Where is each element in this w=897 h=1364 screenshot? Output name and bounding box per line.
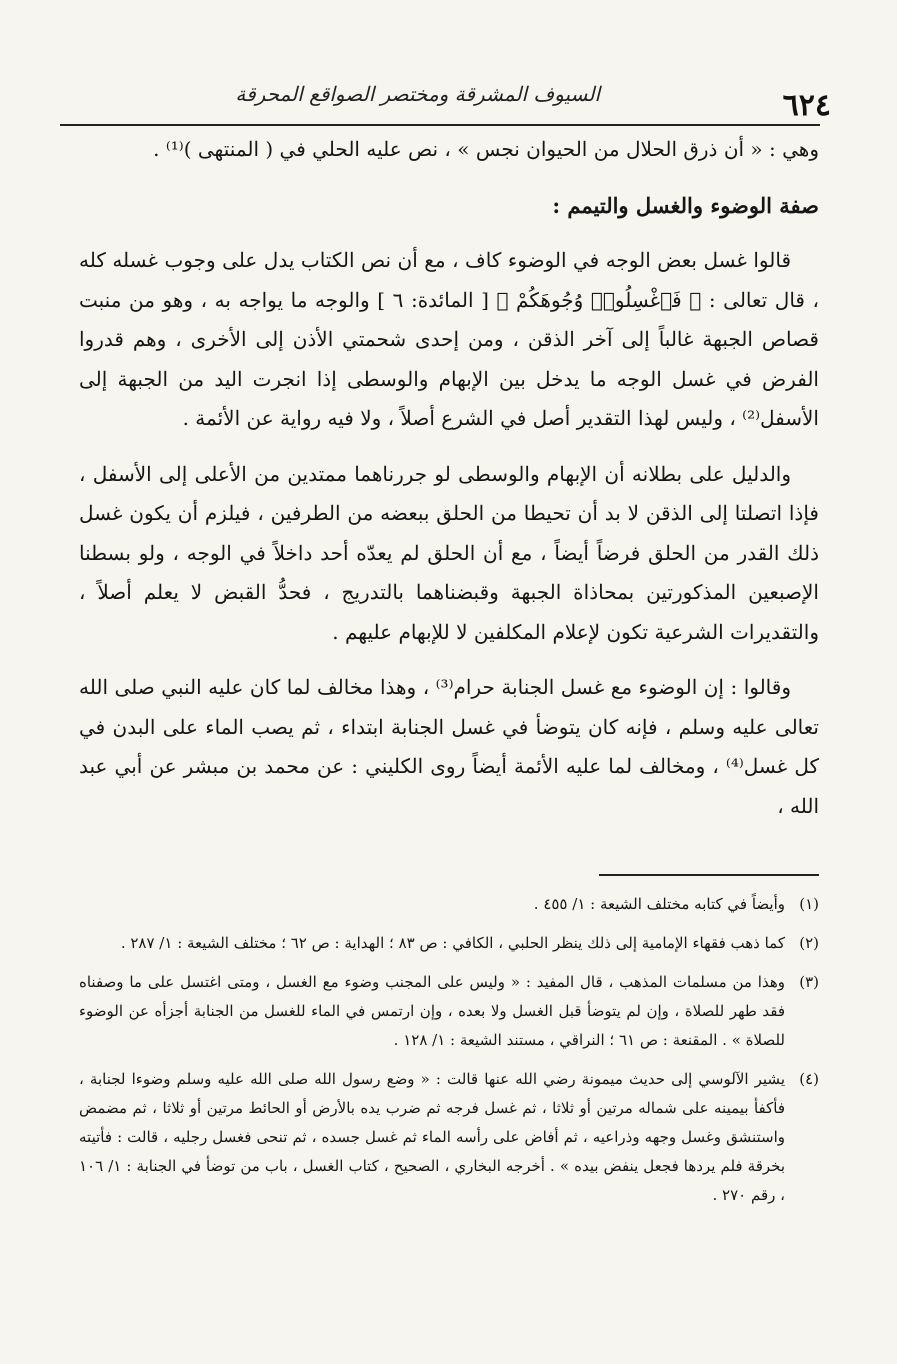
page-number: ٦٢٤ — [782, 88, 831, 123]
footnotes — [79, 890, 819, 1220]
footnote-rule — [599, 874, 819, 876]
paragraph-3: والدليل على بطلانه أن الإبهام والوسطى لو جررناهما ممتدين من الأعلى إلى الأسفل ، فإذا اتصلتا إلى الذقن لا بد أن تحيطا من الحلق ببعضه من الطرفين ، فيلزم أن يكون غسل ذلك القدر من الحلق فرضاً أيضاً ، مع أن الحلق لم يعدّه أحد داخلاً في الوجه ، ولو بسطنا الإصبعين المذكورتين بمحاذاة الجبهة وقبضناهما بالتدريج ، فحدُّ القبض لا يعلم أصلاً ، والتقديرات الشرعية تكون لإعلام المكلفين لا للإبهام عليهم . — [79, 461, 819, 644]
footnote-1 — [79, 890, 819, 919]
footnote-text: وأيضاً في كتابه مختلف الشيعة : ١/ ٤٥٥ . — [533, 895, 785, 913]
footnote-4 — [79, 1065, 819, 1210]
footnote-text: يشير الآلوسي إلى حديث ميمونة رضي الله عنها قالت : « وضع رسول الله صلى الله عليه وسلم وضوءا لجنابة ، فأكفأ بيمينه على شماله مرتين أو ثلاثا ، ثم غسل فرجه ثم ضرب يده بالأرض أو الحائط مرتين أو ثلاثا ، ثم مضمض واستنشق وغسل وجهه وذراعيه ، ثم أفاض على رأسه الماء ثم غسل جسده ، ثم تنحى فغسل رجليه ، قالت : فأتيته بخرقة فلم يردها فجعل ينفض بيده » . أخرجه البخاري ، الصحيح ، كتاب الغسل ، باب من توضأ في الجنابة : ١/ ١٠٦ ، رقم ٢٧٠ . — [79, 1070, 786, 1204]
footnote-number: (٣) — [799, 973, 819, 991]
paragraph-1: وهي : « أن ذرق الحلال من الحيوان نجس » ، نص عليه الحلي في ( المنتهى )⁽¹⁾ . — [153, 137, 819, 161]
footnote-2 — [79, 929, 819, 958]
footnote-text: وهذا من مسلمات المذهب ، قال المفيد : « وليس على المجنب وضوء مع الغسل ، ومتى اغتسل على ما وصفناه فقد طهر للصلاة ، وإن لم يتوضأ قبل الغسل ولا بعده ، وإن ارتمس في الماء للغسل من الجنابة أجزأه عن الوضوء للصلاة » . المقنعة : ص ٦١ ؛ النراقي ، مستند الشيعة : ١/ ١٢٨ . — [79, 973, 785, 1049]
footnote-number: (٤) — [799, 1070, 819, 1088]
footnote-3 — [79, 968, 819, 1055]
footnote-number: (٢) — [799, 934, 819, 952]
main-text — [79, 130, 819, 826]
paragraph-2: قالوا غسل بعض الوجه في الوضوء كاف ، مع أن نص الكتاب يدل على وجوب غسله كله ، قال تعالى : ﴿ فَٱغْسِلُوا۟ وُجُوهَكُمْ ﴾ [ المائدة: ٦ ] والوجه ما يواجه به ، وهو من منبت قصاص الجبهة غالباً إلى آخر الذقن ، ومن إحدى شحمتي الأذن إلى الأخرى ، وهم قدروا الفرض في غسل الوجه ما يدخل بين الإبهام والوسطى إذا انجرت اليد من الجبهة إلى الأسفل⁽²⁾ ، وليس لهذا التقدير أصل في الشرع أصلاً ، ولا فيه رواية عن الأئمة . — [79, 248, 820, 430]
paragraph-4: وقالوا : إن الوضوء مع غسل الجنابة حرام⁽³⁾ ، وهذا مخالف لما كان عليه النبي صلى الله تعالى عليه وسلم ، فإنه كان يتوضأ في غسل الجنابة ابتداء ، ثم يصب الماء على البدن في كل غسل⁽⁴⁾ ، ومخالف لما عليه الأئمة أيضاً روى الكليني : عن محمد بن مبشر عن أبي عبد الله ، — [79, 675, 819, 818]
footnote-text: كما ذهب فقهاء الإمامية إلى ذلك ينظر الحلبي ، الكافي : ص ٨٣ ؛ الهداية : ص ٦٢ ؛ مختلف الشيعة : ١/ ٢٨٧ . — [120, 934, 785, 952]
header-rule — [60, 124, 820, 126]
running-title: السيوف المشرقة ومختصر الصواقع المحرقة — [235, 82, 600, 106]
footnote-number: (١) — [799, 895, 819, 913]
section-heading: صفة الوضوء والغسل والتيمم : — [552, 192, 819, 218]
